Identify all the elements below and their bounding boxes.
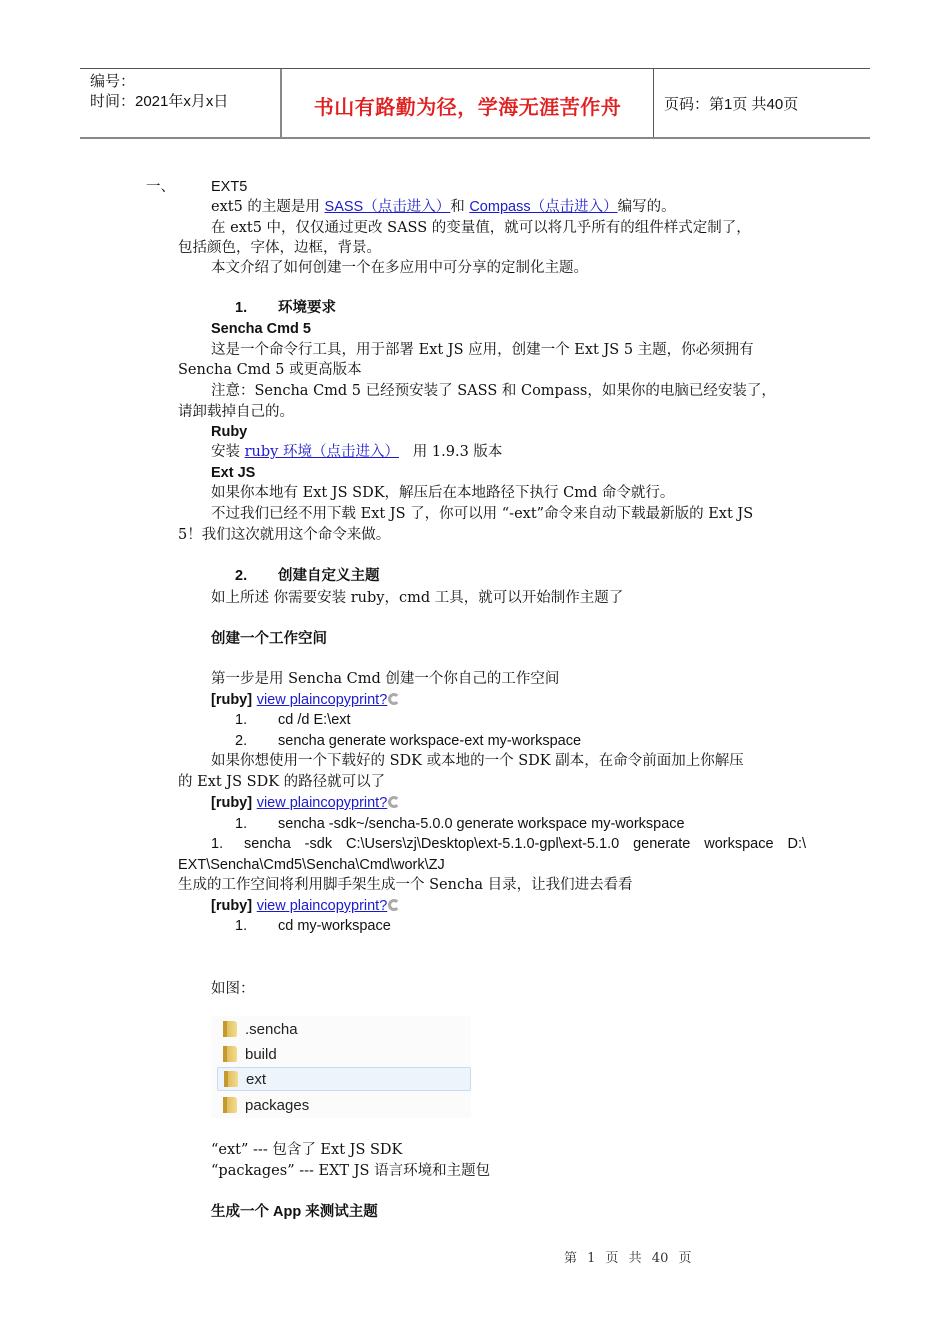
sencha-cmd-heading: Sencha Cmd 5 xyxy=(211,321,311,337)
intro-paragraph-1 xyxy=(211,197,676,217)
intro-text: 编写的。 xyxy=(617,199,676,215)
folder-icon xyxy=(223,1097,237,1113)
code-line: sencha -sdk C:\Users\zj\Desktop\ext-5.1.0-gpl\ext-5.1.0 generate workspace D:\ xyxy=(244,836,806,852)
folder-name: ext xyxy=(246,1070,267,1088)
ruby-env-link[interactable]: ruby 环境（点击进入） xyxy=(244,444,399,460)
code-block-header xyxy=(211,896,400,916)
code-lang-label: [ruby] xyxy=(211,795,253,811)
intro-text: ext5 的主题是用 xyxy=(211,199,325,215)
doc-number-label: 编号： xyxy=(90,73,136,90)
custom-intro: 如上所述 你需要安装 ruby，cmd 工具，就可以开始制作主题了 xyxy=(211,590,624,606)
header-page-label: 页码：第1页 共40页 xyxy=(664,95,799,113)
folder-item xyxy=(217,1017,471,1041)
view-plain-link[interactable]: view plaincopyprint? xyxy=(256,795,388,811)
note-text-cont: 请卸载掉自己的。 xyxy=(178,404,294,420)
ruby-version-text: 用 1.9.3 版本 xyxy=(398,444,503,460)
intro-paragraph-2-cont: 包括颜色，字体，边框，背景。 xyxy=(178,240,381,256)
extjs-desc-3: 5！我们这次就用这个命令来做。 xyxy=(178,527,391,543)
extjs-desc-1: 如果你本地有 Ext JS SDK，解压后在本地路径下执行 Cmd 命令就行。 xyxy=(211,485,675,501)
sdk-desc-cont: 的 Ext JS SDK 的路径就可以了 xyxy=(178,774,386,790)
code-line: sencha generate workspace-ext my-workspace xyxy=(278,733,582,749)
compass-link[interactable]: Compass（点击进入） xyxy=(469,199,618,215)
env-heading: 环境要求 xyxy=(278,300,336,316)
section-title: EXT5 xyxy=(211,179,248,195)
env-heading-number: 1. xyxy=(235,300,248,316)
ext-folder-desc: “ext” --- 包含了 Ext JS SDK xyxy=(211,1142,403,1158)
custom-heading: 创建自定义主题 xyxy=(278,568,380,584)
folder-name: packages xyxy=(245,1096,310,1114)
code-line-number: 1. xyxy=(235,816,248,832)
copy-icon[interactable] xyxy=(388,693,400,705)
view-plain-link[interactable]: view plaincopyprint? xyxy=(256,898,388,914)
code-line-number: 1. xyxy=(235,918,248,934)
folder-icon xyxy=(223,1046,237,1062)
section-marker: 一、 xyxy=(146,179,175,195)
sencha-cmd-desc-cont: Sencha Cmd 5 或更高版本 xyxy=(178,362,362,378)
sdk-desc: 如果你想使用一个下载好的 SDK 或本地的一个 SDK 副本，在命令前面加上你解压 xyxy=(211,753,744,769)
intro-paragraph-3: 本文介绍了如何创建一个在多应用中可分享的定制化主题。 xyxy=(211,260,588,276)
folder-name: build xyxy=(245,1045,277,1063)
folder-listing-image xyxy=(211,1016,471,1118)
copy-icon[interactable] xyxy=(388,899,400,911)
intro-text: 和 xyxy=(450,199,470,215)
code-block-header xyxy=(211,793,400,813)
folder-icon xyxy=(223,1021,237,1037)
figure-label: 如图： xyxy=(211,981,255,997)
view-plain-link[interactable]: view plaincopyprint? xyxy=(256,692,388,708)
code-lang-label: [ruby] xyxy=(211,898,253,914)
code-line-cont: EXT\Sencha\Cmd5\Sencha\Cmd\work\ZJ xyxy=(178,857,445,873)
header-motto: 书山有路勤为径，学海无涯苦作舟 xyxy=(282,69,654,137)
folder-item xyxy=(217,1093,471,1117)
ruby-heading: Ruby xyxy=(211,424,248,440)
workspace-step: 第一步是用 Sencha Cmd 创建一个你自己的工作空间 xyxy=(211,671,560,687)
code-line-number: 1. xyxy=(235,712,248,728)
sass-link[interactable]: SASS（点击进入） xyxy=(324,199,451,215)
extjs-heading: Ext JS xyxy=(211,465,256,481)
folder-item-selected xyxy=(217,1067,471,1091)
code-line-number: 1. xyxy=(211,836,224,852)
note-text: 注意：Sencha Cmd 5 已经预安装了 SASS 和 Compass，如果你的电脑已经安装了， xyxy=(211,383,776,399)
packages-folder-desc: “packages” --- EXT JS 语言环境和主题包 xyxy=(211,1163,491,1179)
ruby-install-line xyxy=(211,442,502,462)
app-heading: 生成一个 App 来测试主题 xyxy=(211,1204,378,1220)
folder-name: .sencha xyxy=(245,1020,298,1038)
code-line: cd my-workspace xyxy=(278,918,391,934)
page-footer: 第 1 页 共 40 页 xyxy=(564,1251,692,1266)
sencha-cmd-desc: 这是一个命令行工具，用于部署 Ext JS 应用，创建一个 Ext JS 5 主题，你必须拥有 xyxy=(211,342,754,358)
header-meta xyxy=(80,69,282,137)
generate-desc: 生成的工作空间将利用脚手架生成一个 Sencha 目录，让我们进去看看 xyxy=(178,877,633,893)
code-block-header xyxy=(211,690,400,710)
copy-icon[interactable] xyxy=(388,796,400,808)
code-line: sencha -sdk~/sencha-5.0.0 generate workspace my-workspace xyxy=(278,816,685,832)
document-header xyxy=(80,68,870,139)
custom-heading-number: 2. xyxy=(235,568,248,584)
workspace-heading: 创建一个工作空间 xyxy=(211,631,327,647)
intro-paragraph-2: 在 ext5 中，仅仅通过更改 SASS 的变量值，就可以将几乎所有的组件样式定制了， xyxy=(211,220,751,236)
code-line: cd /d E:\ext xyxy=(278,712,351,728)
extjs-desc-2: 不过我们已经不用下载 Ext JS 了，你可以用 “-ext”命令来自动下载最新版的 Ext JS xyxy=(211,506,754,522)
folder-item xyxy=(217,1042,471,1066)
ruby-install-text: 安装 xyxy=(211,444,245,460)
folder-icon xyxy=(224,1071,238,1087)
code-line-number: 2. xyxy=(235,733,248,749)
code-lang-label: [ruby] xyxy=(211,692,253,708)
doc-date-label: 时间：2021年x月x日 xyxy=(90,93,229,110)
